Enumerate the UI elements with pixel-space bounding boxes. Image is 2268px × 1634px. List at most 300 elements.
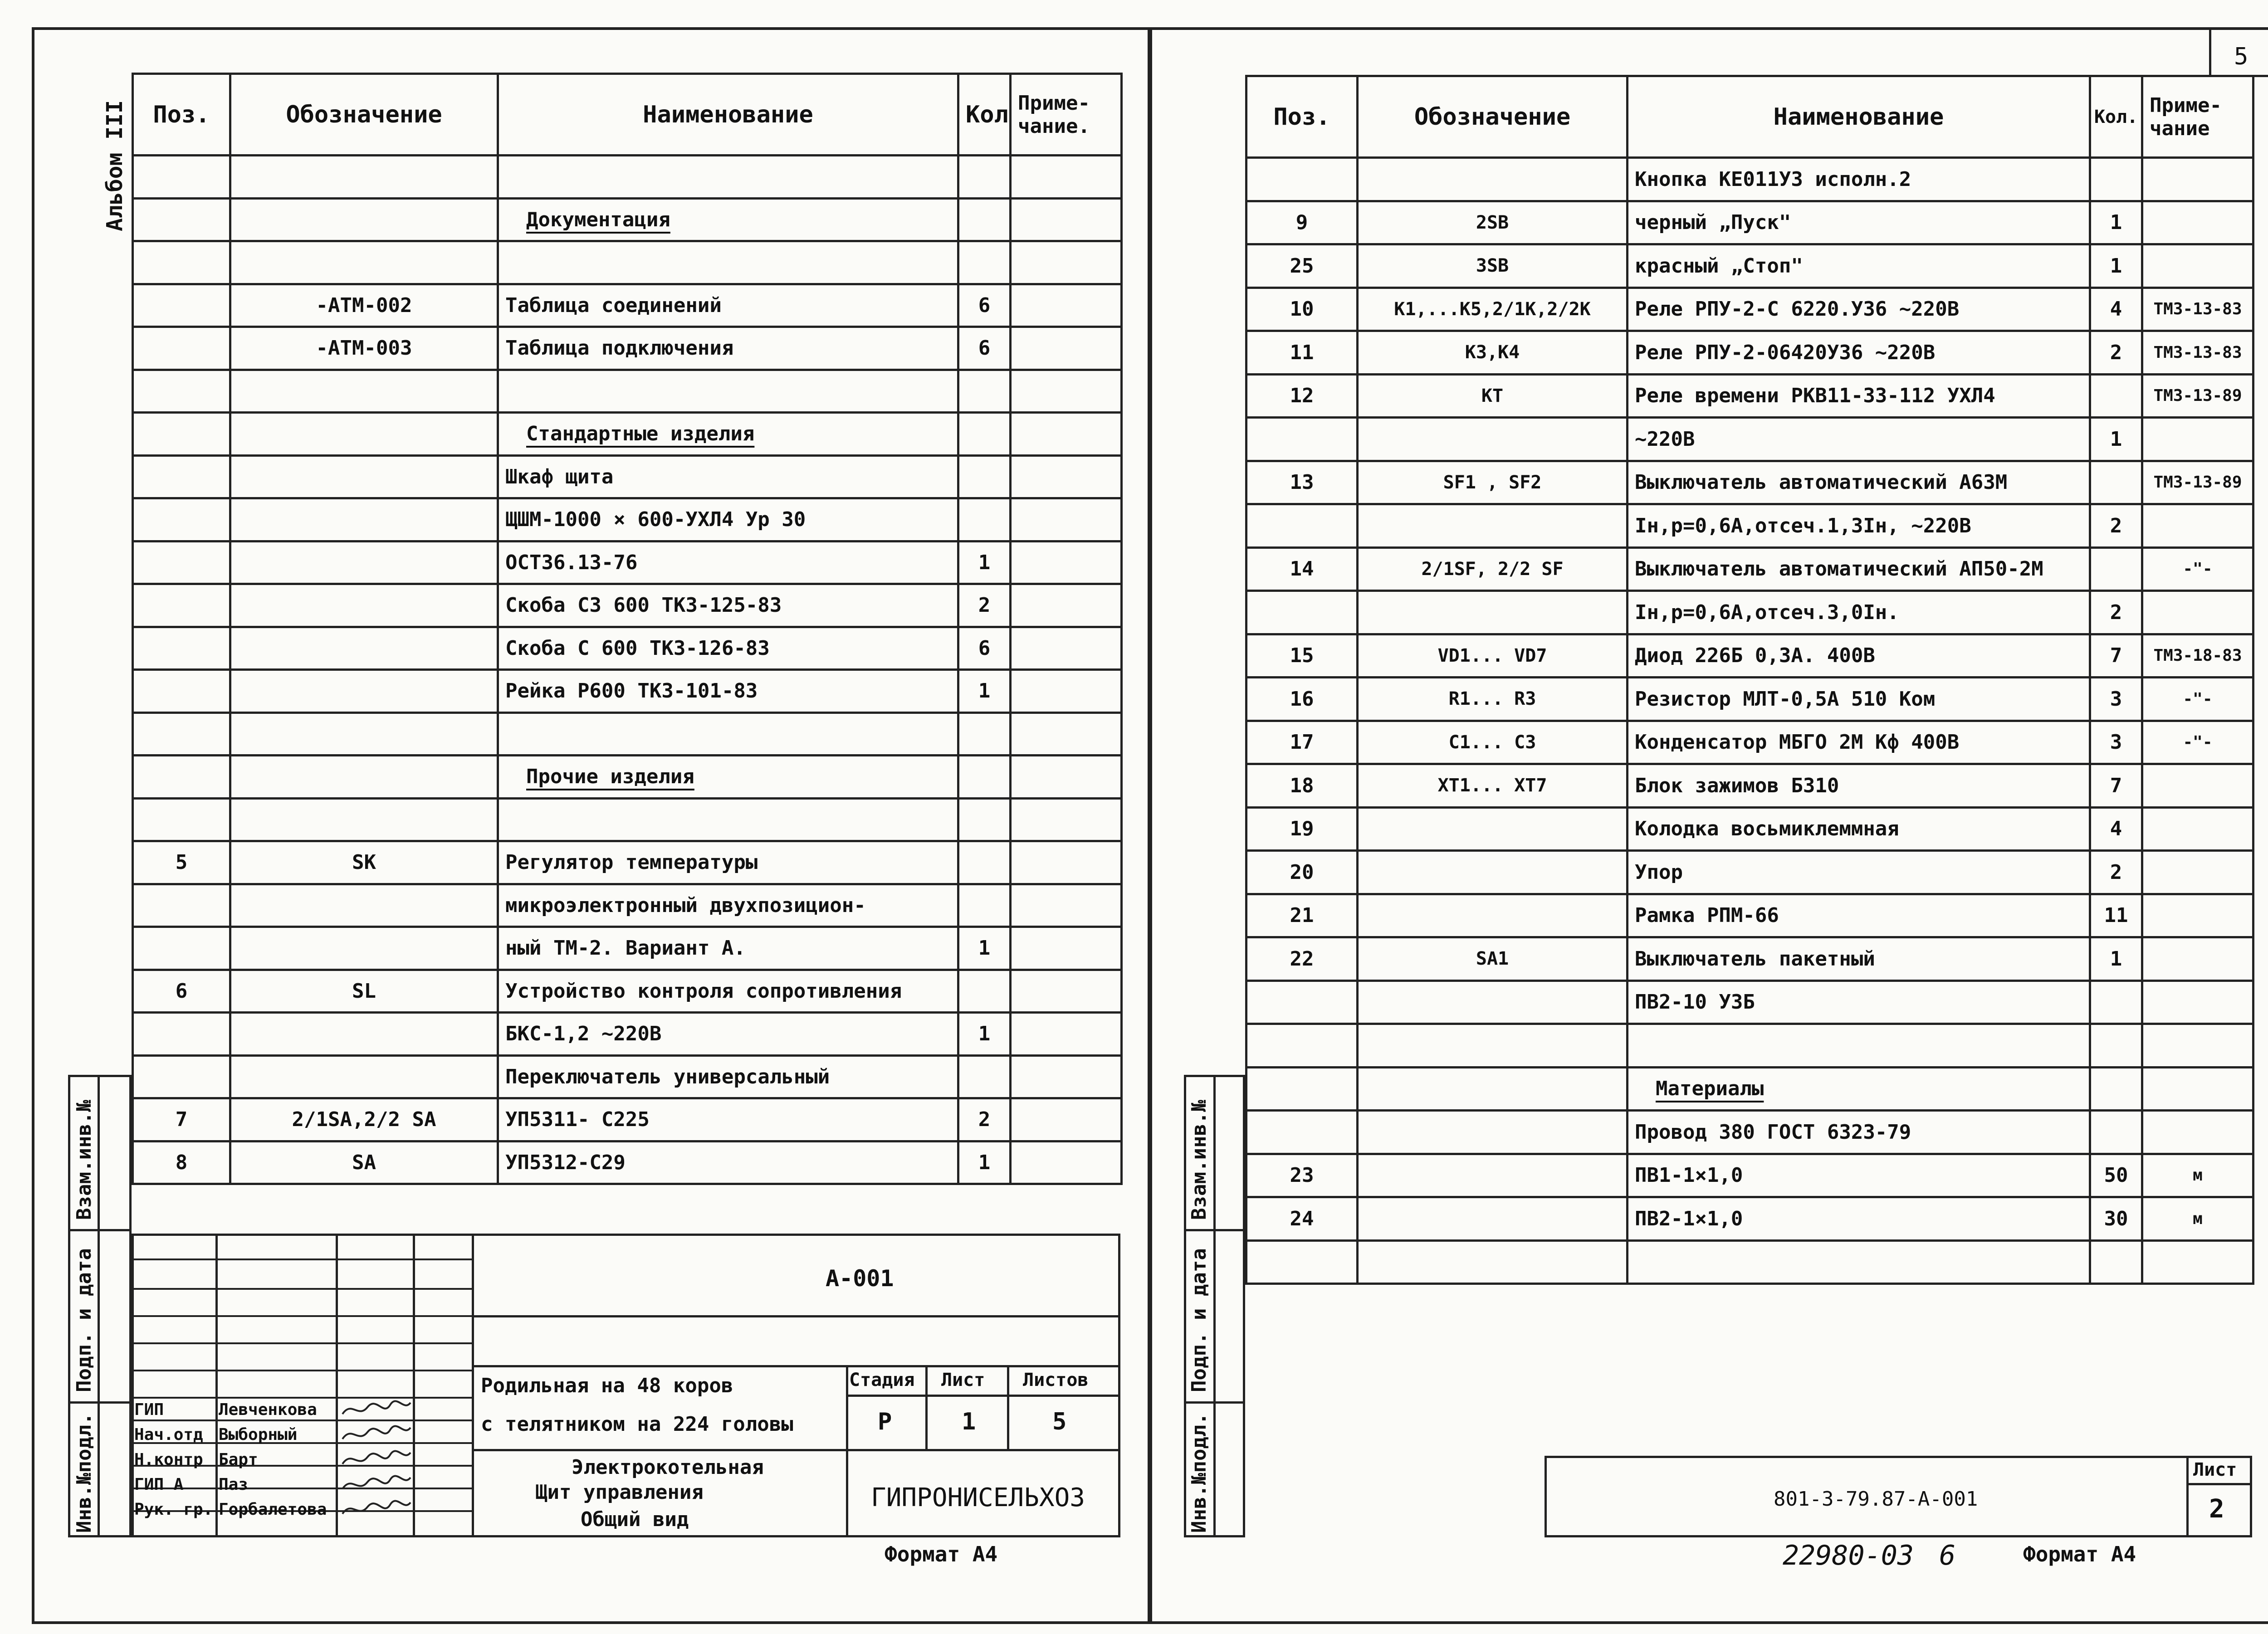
table-row — [133, 927, 1122, 970]
row-name: Переключатель универсальный — [498, 1055, 958, 1098]
row-name: Провод 380 ГОСТ 6323-79 — [1628, 1111, 2090, 1154]
row-qty — [958, 156, 1011, 199]
row-name: Реле РПУ-2-С 6220.У36 ~220В — [1628, 288, 2090, 331]
row-name — [498, 712, 958, 756]
person-name: Выборный — [219, 1425, 298, 1444]
row-designation — [230, 627, 498, 670]
row-designation: VD1... VD7 — [1358, 634, 1628, 678]
row-designation — [230, 241, 498, 284]
row-note: ТМ3-13-89 — [2142, 461, 2253, 504]
row-designation: R1... R3 — [1358, 678, 1628, 721]
row-qty — [2090, 1240, 2142, 1284]
row-qty: 2 — [2090, 851, 2142, 894]
row-qty: 6 — [958, 284, 1011, 327]
archive-number — [1783, 1540, 1955, 1571]
row-qty — [958, 884, 1011, 927]
col-header-name: Наименование — [1628, 76, 2090, 158]
row-name: Рейка Р600 ТК3-101-83 — [498, 670, 958, 713]
table-row — [133, 970, 1122, 1013]
row-qty: 6 — [958, 327, 1011, 370]
row-designation — [230, 541, 498, 584]
row-note — [1011, 327, 1122, 370]
row-note — [2142, 418, 2253, 461]
col-header-qty: Кол. — [2090, 76, 2142, 158]
table-row — [133, 841, 1122, 884]
row-note — [1011, 1055, 1122, 1098]
person-name: Горбалетова — [219, 1500, 327, 1519]
signature-icon — [340, 1398, 413, 1421]
row-qty: 1 — [958, 1013, 1011, 1056]
row-name: Реле РПУ-2-06420У36 ~220В — [1628, 331, 2090, 375]
row-designation — [230, 1055, 498, 1098]
row-pos: 8 — [133, 1141, 230, 1184]
table-row — [133, 798, 1122, 841]
sheets-value: 5 — [1052, 1408, 1067, 1435]
row-note — [2142, 244, 2253, 288]
table-row — [133, 284, 1122, 327]
row-qty — [2090, 1067, 2142, 1111]
row-note — [1011, 1141, 1122, 1184]
stage-header: Стадия — [849, 1370, 915, 1390]
row-pos — [133, 156, 230, 199]
table-row — [1246, 418, 2253, 461]
row-note — [2142, 807, 2253, 851]
row-note — [1011, 455, 1122, 498]
role-label: Н.контр — [134, 1450, 203, 1469]
side-podp-label: Подп. и дата — [73, 1248, 96, 1392]
table-row — [1246, 1067, 2253, 1111]
row-pos: 18 — [1246, 764, 1358, 808]
row-qty: 50 — [2090, 1154, 2142, 1197]
title-line-3: Общий вид — [581, 1508, 689, 1531]
row-pos — [133, 327, 230, 370]
row-note — [2142, 1240, 2253, 1284]
album-label: Альбом III — [102, 100, 127, 231]
row-pos — [133, 670, 230, 713]
row-pos — [133, 370, 230, 413]
row-qty — [958, 370, 1011, 413]
row-designation — [230, 798, 498, 841]
col-header-designation: Обозначение — [1358, 76, 1628, 158]
col-header-name: Наименование — [498, 74, 958, 156]
row-note — [1011, 584, 1122, 627]
row-pos: 24 — [1246, 1197, 1358, 1241]
row-designation — [1358, 894, 1628, 937]
row-note — [1011, 284, 1122, 327]
table-row — [1246, 158, 2253, 201]
row-qty — [958, 798, 1011, 841]
row-qty — [2090, 547, 2142, 591]
table-row — [1246, 201, 2253, 244]
row-note: м — [2142, 1197, 2253, 1241]
row-designation — [1358, 807, 1628, 851]
table-row — [133, 241, 1122, 284]
role-label: Нач.отд — [134, 1425, 203, 1444]
row-pos: 19 — [1246, 807, 1358, 851]
row-pos — [1246, 591, 1358, 634]
row-pos — [133, 198, 230, 241]
row-designation — [1358, 591, 1628, 634]
table-row — [1246, 1111, 2253, 1154]
row-pos — [133, 712, 230, 756]
row-qty: 7 — [2090, 634, 2142, 678]
row-name: БКС-1,2 ~220В — [498, 1013, 958, 1056]
table-row — [133, 1055, 1122, 1098]
table-row — [1246, 288, 2253, 331]
table-row — [133, 370, 1122, 413]
person-name: Левченкова — [219, 1400, 317, 1419]
row-qty: 3 — [2090, 678, 2142, 721]
row-designation: -АТМ-002 — [230, 284, 498, 327]
row-note: -"- — [2142, 547, 2253, 591]
row-designation — [1358, 1240, 1628, 1284]
row-name: Таблица соединений — [498, 284, 958, 327]
row-name: ОСТ36.13-76 — [498, 541, 958, 584]
row-designation: SA1 — [1358, 937, 1628, 981]
role-label: Рук. гр. — [134, 1500, 213, 1519]
row-name: Рамка РПМ-66 — [1628, 894, 2090, 937]
row-name: ный ТМ-2. Вариант А. — [498, 927, 958, 970]
row-name: ЩШМ-1000 × 600-УХЛ4 Ур 30 — [498, 498, 958, 541]
row-pos: 10 — [1246, 288, 1358, 331]
row-note — [1011, 712, 1122, 756]
row-name: Резистор МЛТ-0,5А 510 Ком — [1628, 678, 2090, 721]
archive-code: 22980-03 — [1783, 1540, 1914, 1571]
row-note: м — [2142, 1154, 2253, 1197]
side-vzam-label: Взам.инв.№ — [73, 1100, 96, 1220]
table-row — [1246, 547, 2253, 591]
table-row — [1246, 1154, 2253, 1197]
row-note — [2142, 851, 2253, 894]
row-pos: 25 — [1246, 244, 1358, 288]
row-name — [1628, 1240, 2090, 1284]
row-note — [1011, 413, 1122, 456]
side-inv-label: Инв.№подл. — [73, 1413, 96, 1533]
signature-icon — [340, 1423, 413, 1446]
row-name: Прочие изделия — [498, 756, 958, 799]
table-row — [133, 1098, 1122, 1141]
row-pos — [1246, 1024, 1358, 1068]
row-name: Выключатель автоматический АП50-2М — [1628, 547, 2090, 591]
row-note — [1011, 370, 1122, 413]
row-name: Блок зажимов Б310 — [1628, 764, 2090, 808]
row-pos: 23 — [1246, 1154, 1358, 1197]
row-qty — [958, 455, 1011, 498]
row-designation: 2/1SF, 2/2 SF — [1358, 547, 1628, 591]
table-row — [1246, 331, 2253, 375]
row-qty — [958, 1055, 1011, 1098]
col-header-pos: Поз. — [1246, 76, 1358, 158]
signature-icon — [340, 1473, 413, 1496]
row-name: Iн,р=0,6А,отсеч.1,3Iн, ~220В — [1628, 504, 2090, 548]
side-vzam-label: Взам.инв.№ — [1188, 1100, 1211, 1220]
project-line-1: Родильная на 48 коров — [481, 1374, 733, 1397]
row-designation — [230, 198, 498, 241]
row-qty — [2090, 461, 2142, 504]
row-qty: 1 — [958, 927, 1011, 970]
row-note — [2142, 1024, 2253, 1068]
role-label: ГИП А — [134, 1475, 184, 1494]
table-row — [1246, 851, 2253, 894]
table-row — [1246, 504, 2253, 548]
row-designation — [230, 156, 498, 199]
row-note — [1011, 627, 1122, 670]
row-note: ТМ3-13-83 — [2142, 331, 2253, 375]
row-pos — [133, 798, 230, 841]
row-name: Колодка восьмиклеммная — [1628, 807, 2090, 851]
person-name: Паз — [219, 1475, 249, 1494]
row-name: Iн,р=0,6А,отсеч.3,0Iн. — [1628, 591, 2090, 634]
row-designation — [1358, 1067, 1628, 1111]
row-qty — [2090, 374, 2142, 418]
row-name — [498, 156, 958, 199]
row-name — [498, 798, 958, 841]
side-podp-label: Подп. и дата — [1188, 1248, 1211, 1392]
row-designation — [1358, 1154, 1628, 1197]
row-pos — [133, 1055, 230, 1098]
row-pos: 20 — [1246, 851, 1358, 894]
table-row — [1246, 807, 2253, 851]
row-qty: 7 — [2090, 764, 2142, 808]
left-spec-table — [132, 73, 1123, 1185]
row-qty — [2090, 1111, 2142, 1154]
row-note: -"- — [2142, 721, 2253, 764]
row-note — [1011, 841, 1122, 884]
row-designation: К3,К4 — [1358, 331, 1628, 375]
table-row — [1246, 634, 2253, 678]
row-name — [498, 370, 958, 413]
sheet-header: Лист — [2193, 1459, 2237, 1480]
format-label-right: Формат А4 — [2023, 1542, 2136, 1566]
row-pos — [133, 284, 230, 327]
row-pos: 15 — [1246, 634, 1358, 678]
table-row — [133, 1013, 1122, 1056]
row-note — [2142, 1067, 2253, 1111]
table-row — [133, 455, 1122, 498]
row-name: Регулятор температуры — [498, 841, 958, 884]
table-row — [133, 1141, 1122, 1184]
row-note — [1011, 927, 1122, 970]
row-note — [1011, 541, 1122, 584]
row-pos: 12 — [1246, 374, 1358, 418]
row-note — [1011, 670, 1122, 713]
row-pos — [1246, 158, 1358, 201]
row-pos: 22 — [1246, 937, 1358, 981]
row-designation — [1358, 980, 1628, 1024]
sheet-header: Лист — [941, 1370, 985, 1390]
table-row — [133, 756, 1122, 799]
row-qty: 2 — [2090, 591, 2142, 634]
table-row — [1246, 461, 2253, 504]
row-designation — [230, 370, 498, 413]
row-designation: SK — [230, 841, 498, 884]
row-designation: -АТМ-003 — [230, 327, 498, 370]
row-name: УП5311- С225 — [498, 1098, 958, 1141]
row-qty: 11 — [2090, 894, 2142, 937]
row-note — [2142, 1111, 2253, 1154]
row-name: Шкаф щита — [498, 455, 958, 498]
signature-icon — [340, 1498, 413, 1521]
row-note: ТМ3-13-83 — [2142, 288, 2253, 331]
row-qty: 4 — [2090, 807, 2142, 851]
table-row — [1246, 244, 2253, 288]
row-qty: 30 — [2090, 1197, 2142, 1241]
row-qty: 2 — [2090, 504, 2142, 548]
row-qty — [2090, 158, 2142, 201]
row-designation: С1... С3 — [1358, 721, 1628, 764]
row-name — [498, 241, 958, 284]
row-note — [1011, 756, 1122, 799]
row-note — [2142, 937, 2253, 981]
row-name: УП5312-С29 — [498, 1141, 958, 1184]
archive-suffix: 6 — [1939, 1540, 1956, 1571]
row-designation — [230, 455, 498, 498]
row-pos — [133, 584, 230, 627]
table-row — [1246, 721, 2253, 764]
row-name: ПВ2-1×1,0 — [1628, 1197, 2090, 1241]
row-designation — [1358, 158, 1628, 201]
row-note — [2142, 201, 2253, 244]
row-qty — [958, 498, 1011, 541]
row-name: Выключатель пакетный — [1628, 937, 2090, 981]
row-designation — [1358, 1024, 1628, 1068]
row-pos: 21 — [1246, 894, 1358, 937]
row-pos — [133, 498, 230, 541]
row-qty — [958, 970, 1011, 1013]
row-qty — [958, 198, 1011, 241]
table-row — [1246, 764, 2253, 808]
side-inv-label: Инв.№подл. — [1188, 1413, 1211, 1533]
row-name: красный „Стоп" — [1628, 244, 2090, 288]
row-qty — [958, 413, 1011, 456]
row-name: Диод 226Б 0,3А. 400В — [1628, 634, 2090, 678]
row-designation — [1358, 851, 1628, 894]
row-qty — [958, 712, 1011, 756]
title-line-1: Электрокотельная — [572, 1456, 764, 1479]
table-row — [133, 670, 1122, 713]
row-designation — [1358, 418, 1628, 461]
row-pos: 14 — [1246, 547, 1358, 591]
table-row — [133, 884, 1122, 927]
row-qty: 2 — [958, 1098, 1011, 1141]
row-pos — [133, 413, 230, 456]
row-name: ПВ2-10 У3Б — [1628, 980, 2090, 1024]
row-name: микроэлектронный двухпозицион- — [498, 884, 958, 927]
row-name: Реле времени РКВ11-33-112 УХЛ4 — [1628, 374, 2090, 418]
row-note: ТМ3-13-89 — [2142, 374, 2253, 418]
col-header-note: Приме- чание. — [1011, 74, 1122, 156]
row-designation: КТ — [1358, 374, 1628, 418]
row-designation — [230, 927, 498, 970]
row-pos — [133, 884, 230, 927]
row-qty — [2090, 1024, 2142, 1068]
row-designation: 3SB — [1358, 244, 1628, 288]
page-number: 5 — [2234, 43, 2248, 70]
row-name — [1628, 1024, 2090, 1068]
table-row — [1246, 591, 2253, 634]
row-pos — [1246, 1111, 1358, 1154]
row-qty: 2 — [958, 584, 1011, 627]
row-qty — [958, 841, 1011, 884]
row-name: Материалы — [1628, 1067, 2090, 1111]
row-note — [2142, 504, 2253, 548]
row-qty: 1 — [2090, 201, 2142, 244]
row-note: ТМ3-18-83 — [2142, 634, 2253, 678]
row-pos — [1246, 980, 1358, 1024]
row-pos: 6 — [133, 970, 230, 1013]
row-designation: SF1 , SF2 — [1358, 461, 1628, 504]
row-note — [2142, 158, 2253, 201]
table-row — [1246, 678, 2253, 721]
row-name: Скоба С3 600 ТК3-125-83 — [498, 584, 958, 627]
row-name: Документация — [498, 198, 958, 241]
table-row — [133, 198, 1122, 241]
title-line-2: Щит управления — [535, 1481, 704, 1504]
row-name: ПВ1-1×1,0 — [1628, 1154, 2090, 1197]
row-qty — [958, 241, 1011, 284]
row-note — [1011, 884, 1122, 927]
row-qty — [958, 756, 1011, 799]
row-pos — [133, 541, 230, 584]
organization: ГИПРОНИСЕЛЬХОЗ — [871, 1483, 1085, 1512]
row-note — [1011, 970, 1122, 1013]
table-row — [133, 627, 1122, 670]
row-designation: ХТ1... ХТ7 — [1358, 764, 1628, 808]
row-note — [1011, 241, 1122, 284]
table-row — [1246, 1024, 2253, 1068]
row-pos — [1246, 504, 1358, 548]
table-row — [133, 327, 1122, 370]
row-designation — [230, 670, 498, 713]
row-name: Конденсатор МБГО 2М Кф 400В — [1628, 721, 2090, 764]
row-pos — [133, 756, 230, 799]
row-qty: 1 — [2090, 244, 2142, 288]
row-pos — [133, 455, 230, 498]
row-note — [1011, 156, 1122, 199]
row-designation — [1358, 504, 1628, 548]
row-designation — [230, 584, 498, 627]
table-row — [133, 156, 1122, 199]
row-note — [1011, 798, 1122, 841]
row-note — [2142, 591, 2253, 634]
row-name: Стандартные изделия — [498, 413, 958, 456]
row-designation — [230, 413, 498, 456]
table-row — [1246, 937, 2253, 981]
row-qty: 1 — [2090, 937, 2142, 981]
row-pos — [133, 627, 230, 670]
row-designation — [230, 756, 498, 799]
table-row — [1246, 1240, 2253, 1284]
row-designation: 2SB — [1358, 201, 1628, 244]
role-label: ГИП — [134, 1400, 164, 1419]
row-qty: 1 — [958, 541, 1011, 584]
row-designation: 2/1SA,2/2 SA — [230, 1098, 498, 1141]
row-qty — [2090, 980, 2142, 1024]
row-designation: SA — [230, 1141, 498, 1184]
sheet-value: 1 — [962, 1408, 976, 1435]
row-note — [2142, 764, 2253, 808]
col-header-designation: Обозначение — [230, 74, 498, 156]
row-qty: 3 — [2090, 721, 2142, 764]
row-pos: 11 — [1246, 331, 1358, 375]
row-pos: 7 — [133, 1098, 230, 1141]
row-qty: 1 — [2090, 418, 2142, 461]
col-header-qty: Кол — [958, 74, 1011, 156]
row-pos: 5 — [133, 841, 230, 884]
row-designation — [230, 1013, 498, 1056]
row-qty: 6 — [958, 627, 1011, 670]
row-name: Скоба С 600 ТК3-126-83 — [498, 627, 958, 670]
